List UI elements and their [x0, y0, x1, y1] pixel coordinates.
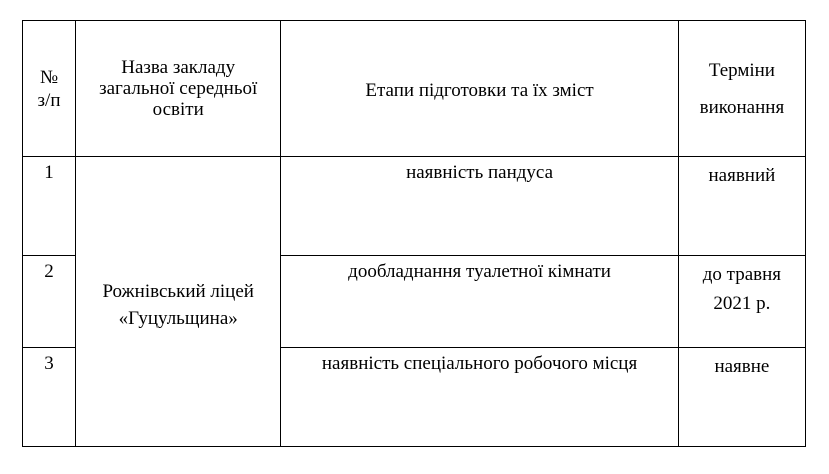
preparation-plan-table	[22, 20, 806, 447]
table-header-row	[23, 21, 806, 157]
stage-cell: наявність спеціального робочого місця	[281, 348, 679, 447]
row-number: 2	[23, 256, 76, 348]
header-number	[23, 21, 76, 157]
stage-cell: дообладнання туалетної кімнати	[281, 256, 679, 348]
term-line1: наявний	[708, 165, 776, 186]
header-stages: Етапи підготовки та їх зміст	[281, 21, 679, 157]
term-line1: до травня	[702, 264, 782, 285]
institution-name-cell	[76, 157, 281, 447]
row-number: 3	[23, 348, 76, 447]
row-number: 1	[23, 157, 76, 256]
term-cell	[678, 348, 805, 447]
table-row	[23, 157, 806, 256]
header-terms-line1: Терміни	[708, 59, 775, 81]
header-number-symbol: №	[39, 66, 59, 88]
stage-cell: наявність пандуса	[281, 157, 679, 256]
term-line2: 2021 р.	[713, 293, 771, 314]
header-number-abbrev: з/п	[37, 89, 61, 111]
header-terms-line2: виконання	[699, 96, 785, 118]
term-cell	[678, 157, 805, 256]
header-institution: Назва закладу загальної середньої освіти	[76, 21, 281, 157]
institution-name-quoted: «Гуцульщина»	[118, 307, 238, 329]
institution-name: Рожнівський ліцей	[102, 280, 254, 302]
term-line1: наявне	[714, 356, 770, 377]
term-cell	[678, 256, 805, 348]
header-terms	[678, 21, 805, 157]
